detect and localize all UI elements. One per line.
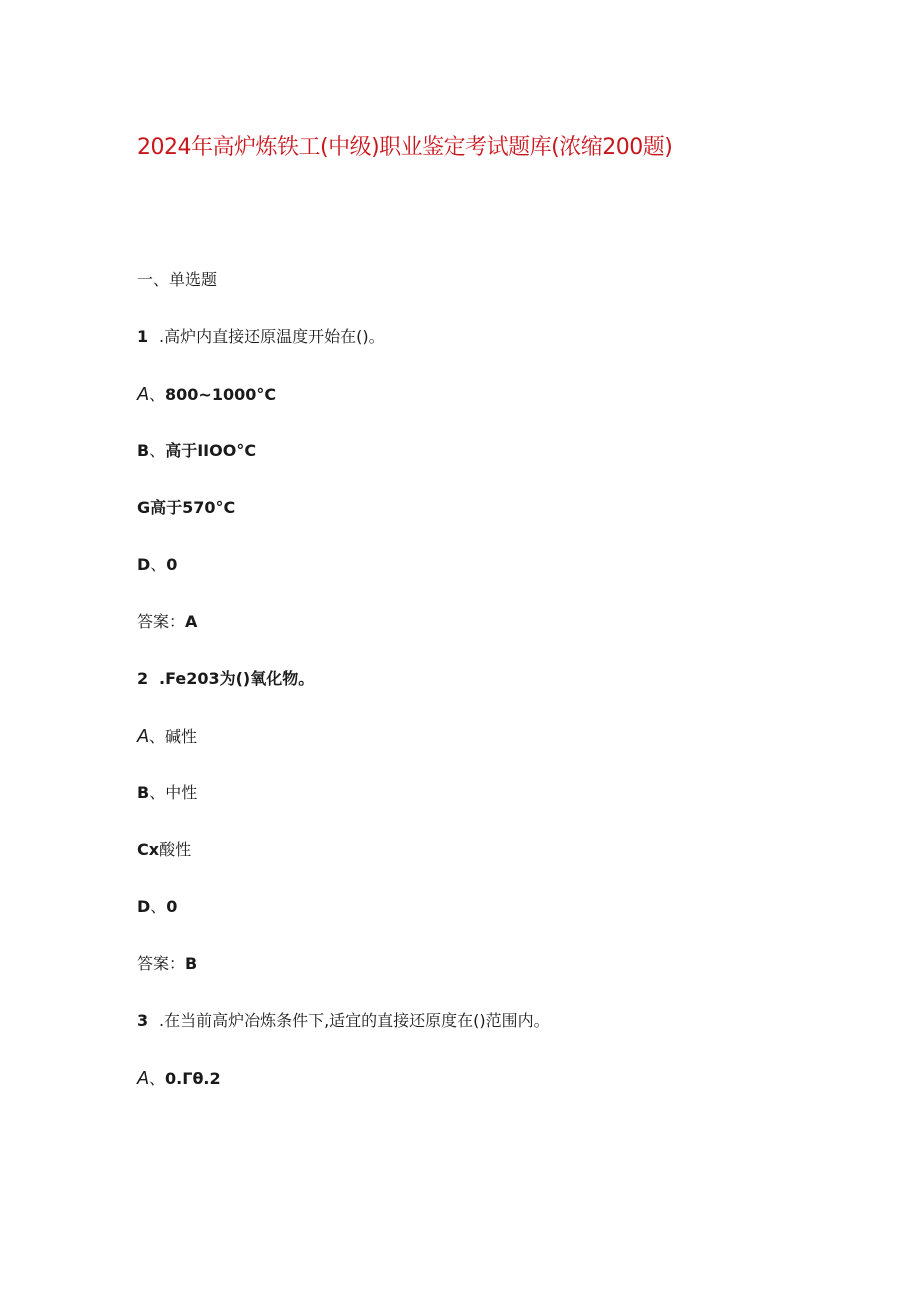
question-3	[137, 1010, 550, 1032]
option-marker: G	[137, 498, 151, 517]
option-text: 0	[166, 897, 178, 916]
question-number: 1	[137, 327, 149, 346]
question-stem: .在当前高炉冶炼条件下,适宜的直接还原度在()范围内。	[159, 1011, 550, 1030]
question-stem: .Fe203为()氧化物。	[159, 669, 315, 688]
option-c	[137, 839, 191, 861]
answer-line	[137, 953, 197, 975]
answer-value: B	[185, 954, 198, 973]
option-marker: A	[137, 384, 150, 404]
option-a	[137, 383, 276, 406]
option-marker: Cx	[137, 840, 160, 859]
option-separator: 、	[150, 555, 167, 574]
question-2	[137, 668, 314, 690]
option-a	[137, 725, 197, 748]
option-text: 800~1000°C	[165, 385, 277, 404]
option-b	[137, 440, 256, 462]
option-marker: A	[137, 726, 150, 746]
option-separator: 、	[149, 441, 166, 460]
option-text: 酸性	[159, 840, 192, 859]
option-text: 高于570°C	[150, 498, 236, 517]
option-marker: D	[137, 555, 151, 574]
option-separator: 、	[149, 385, 166, 404]
question-number: 3	[137, 1011, 149, 1030]
document-title: 2024年高炉炼铁工(中级)职业鉴定考试题库(浓缩200题)	[137, 135, 673, 160]
option-separator: 、	[149, 1069, 166, 1088]
option-text: 0.Γθ.2	[165, 1069, 221, 1088]
option-marker: A	[137, 1068, 150, 1088]
option-c	[137, 497, 235, 519]
question-number: 2	[137, 669, 149, 688]
option-separator: 、	[149, 727, 166, 746]
option-marker: D	[137, 897, 151, 916]
option-a	[137, 1067, 221, 1090]
answer-value: A	[185, 612, 198, 631]
option-separator: 、	[149, 783, 166, 802]
section-heading: 一、单选题	[137, 270, 218, 289]
option-d	[137, 896, 177, 918]
option-text: 0	[166, 555, 178, 574]
option-d	[137, 554, 177, 576]
answer-line	[137, 611, 197, 633]
question-stem: .高炉内直接还原温度开始在()。	[159, 327, 385, 346]
question-1	[137, 326, 385, 348]
option-separator: 、	[150, 897, 167, 916]
answer-label: 答案：	[137, 954, 186, 973]
option-text: 碱性	[165, 727, 198, 746]
option-marker: B	[137, 783, 150, 802]
option-text: 中性	[165, 783, 198, 802]
answer-label: 答案：	[137, 612, 186, 631]
option-text: 高于IIOO°C	[165, 441, 257, 460]
option-b	[137, 782, 197, 804]
option-marker: B	[137, 441, 150, 460]
